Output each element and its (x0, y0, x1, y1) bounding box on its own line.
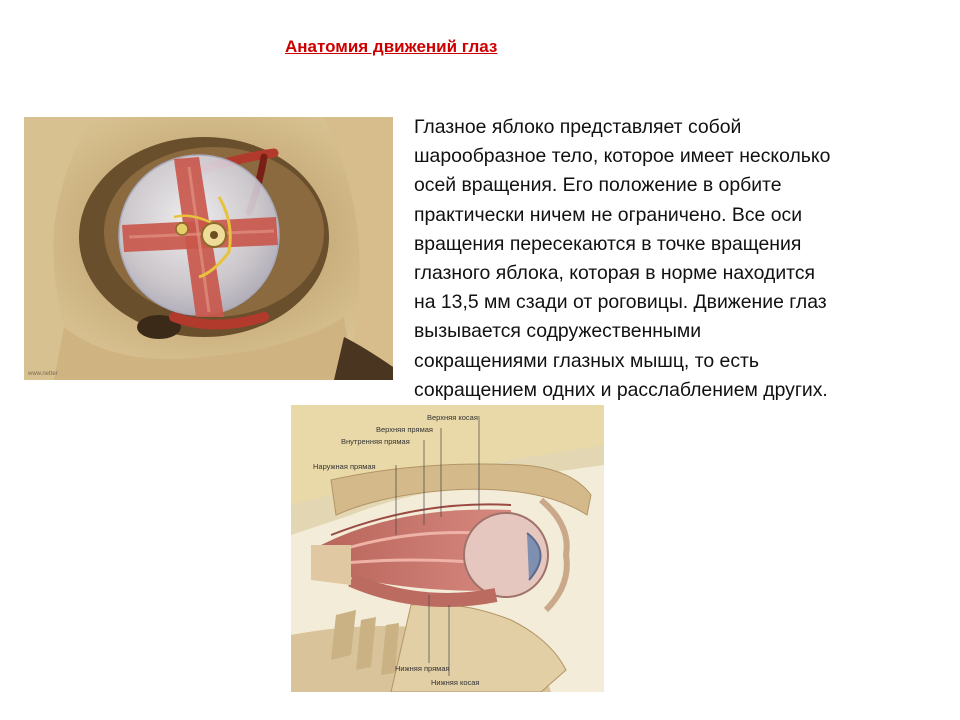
paragraph-line: сокращением одних и расслаблением других. (414, 378, 828, 401)
paragraph-line: сокращениями глазных мышц, то есть (414, 349, 760, 372)
svg-text:www.netter: www.netter (28, 371, 58, 377)
body-paragraph (414, 113, 944, 405)
orbit-eyeball-illustration (24, 117, 393, 380)
slide-title: Анатомия движений глаз (285, 37, 498, 56)
paragraph-line: вызывается содружественными (414, 320, 702, 343)
label-medial-rectus: Внутренняя прямая (341, 437, 410, 446)
label-lateral-rectus: Наружная прямая (313, 462, 376, 471)
paragraph-line: осей вращения. Его положение в орбите (414, 174, 782, 197)
paragraph-line: вращения пересекаются в точке вращения (414, 232, 802, 255)
label-inferior-oblique: Нижняя косая (431, 678, 480, 687)
paragraph-line: Глазное яблоко представляет собой (414, 116, 742, 138)
paragraph-line: шарообразное тело, которое имеет несколько (414, 145, 831, 168)
paragraph-line: глазного яблока, которая в норме находится (414, 262, 816, 285)
paragraph-line: практически ничем не ограничено. Все оси (414, 203, 803, 226)
label-superior-rectus: Верхняя прямая (376, 425, 433, 434)
extraocular-muscles-diagram (291, 405, 604, 692)
label-inferior-rectus: Нижняя прямая (395, 664, 450, 673)
label-superior-oblique: Верхняя косая (427, 413, 478, 422)
paragraph-line: на 13,5 мм сзади от роговицы. Движение глаз (414, 291, 827, 314)
